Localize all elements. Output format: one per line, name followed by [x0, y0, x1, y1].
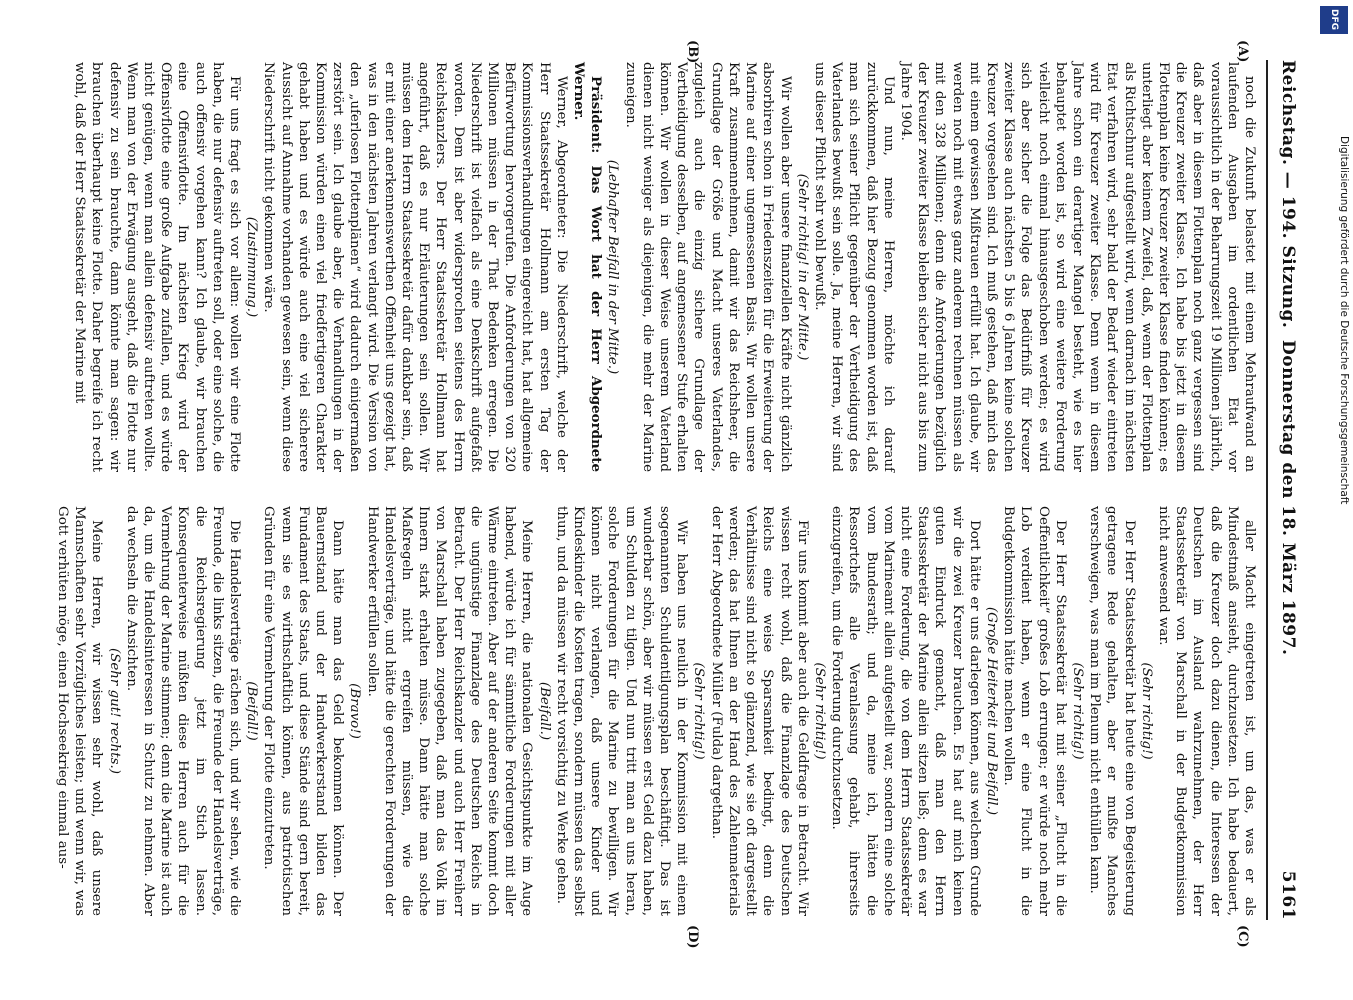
interjection: (Zustimmung.) — [244, 216, 260, 318]
funding-note: Digitalisierung gefördert durch die Deutsche Forschungsgemeinschaft — [1338, 135, 1350, 505]
paragraph: Wir haben uns neulich in der Kommission mit einem sogenannten Schuldentilgungsplan beschäftigt. Das ist wunderbar schön, aber wir müssen erst Geld dazu haben, um Schulden zu tilgen. Und nun tritt man an uns heran, solche Forderungen für die Marine zu bewilligen. Wir können nicht verlangen, daß unsere Kinder und Kindeskinder die Kosten tragen, sondern müssen das selbst thun, und da müssen wir recht vorsichtig zu Werke gehen. — [553, 506, 690, 916]
interjection: (Sehr gut! rechts.) — [106, 647, 122, 774]
paragraph: Die Handelsverträge rächen sich, und wir sehen, wie die Freunde, die links sitzen, die Freunde der Handelsverträge, die Reichsregierung jetzt im Stich lassen. Konsequenterweise müßten diese Herren auch für die Vermehrung der Marine stimmen; denn die Marine ist auch da, um die Handelsinteressen in Schutz zu nehmen. Aber da wechseln die Ansichten. — [123, 506, 243, 916]
interjection: (Beifall.) — [536, 681, 552, 741]
margin-marker-c: (C) — [1235, 925, 1250, 948]
paragraph: Und nun, meine Herren, möchte ich darauf zurückkommen, daß hier Bezug genommen worden ist, daß man sich seiner Pflicht gegenüber der Vertheidigung des Vaterlandes bewußt sein solle. Ja, meine Herren, wir sind uns dieser Pflicht sehr wohl bewußt. — [811, 62, 896, 472]
paragraph: Der Herr Staatssekretär hat mit seiner „Flucht in die Oeffentlichkeit“ großes Lob errungen; er würde noch mehr Lob verdient haben, wenn er eine Flucht in die Budgetkommission hätte machen wollen. — [1001, 506, 1068, 916]
header-left: Reichstag. — 194. Sitzung. — [1278, 60, 1298, 329]
interjection: (Sehr richtig!) — [811, 662, 827, 760]
digitization-footer — [1318, 0, 1350, 1000]
paragraph: Für uns fragt es sich vor allem: wollen wir eine Flotte haben, die nur defensiv auftreten soll, oder eine solche, die auch offensiv vorgehen kann? Ich glaube, wir brauchen eine Offensivflotte. Im nächsten Krieg wird der Offensivflotte eine große Aufgabe zufallen, und es würde nicht genügen, wenn man allein defensiv auftreten wollte. Wenn man von der Erwägung ausgeht, daß die Flotte nur defensiv zu sein brauchte, dann könnte man sagen: wir brauchen überhaupt keine Flotte. Daher begreife ich recht wohl, daß der Herr Staatssekretär der Marine mit — [72, 62, 243, 472]
paragraph: Dort hätte er uns darlegen können, aus welchem Grunde wir die zwei Kreuzer brauchen. Es hat auf mich keinen guten Eindruck gemacht, daß man den Herrn Staatssekretär der Marine allein sitzen ließ; denn es war nicht eine Forderung, die von dem Herrn Staatssekretär vom Marineamt allein aufgestellt war, sondern eine solche vom Bundesrath; und da, meine ich, hätten die Ressortchefs alle Veranlassung gehabt, ihrerseits einzugreifen, um die Forderung durchzusetzen. — [829, 506, 982, 916]
interjection: (Große Heiterkeit und Beifall.) — [983, 606, 999, 816]
paragraph: Werner, Abgeordneter: Die Niederschrift, welche der Herr Staatssekretär Hollmann am ersten Tag der Kommissionsverhandlungen eingereicht hat, hat allgemeine Befürwortung hervorgerufen. Die Anforderungen von 320 Millionen müssen in der That Bedenken erregen. Die Niederschrift ist vielfach als eine Denkschrift aufgefaßt worden. Dem ist aber widersprochen seitens des Herrn Reichskanzlers. Der Herr Staatssekretär Hollmann hat angeführt, daß es nur Erläuterungen sein sollen. Wir müssen dem Herrn Staatssekretär dafür dankbar sein, daß er mit einer anerkennenswerthen Offenheit uns gezeigt hat, was in den nächsten Jahren verlangt wird. Die Version von den „uferlosen Flottenplänen“ wird dadurch einigermaßen zerstört sein. Ich glaube aber, die Verhandlungen in der Kommission würden einen viel friedfertigeren Charakter gehabt haben und es würde auch eine viel sicherere Aussicht auf Annahme vorhanden gewesen sein, wenn diese Niederschrift nicht gekommen wäre. — [261, 62, 569, 472]
header-date: Donnerstag den 18. März 1897. — [1278, 340, 1298, 656]
margin-marker-a: (A) — [1235, 40, 1250, 63]
paragraph: Meine Herren, wir wissen sehr wohl, daß unsere Mannschaften sehr Vorzügliches leisten; und wenn wir, was Gott verhüten möge, einen Hochseekrieg einmal aus- — [54, 506, 105, 916]
page-header — [1272, 60, 1302, 920]
header-rule — [1266, 60, 1268, 920]
paragraph: Meine Herren, die nationalen Gesichtspunkte im Auge habend, würde ich für sämmtliche Forderungen mit aller Wärme eintreten. Aber auf der anderen Seite kommt doch die ungünstige Finanzlage des Deutschen Reichs in Betracht. Der Herr Reichskanzler und auch Herr Freiherr von Marschall haben zugegeben, daß man das Volk im Innern stark erhalten müsse. Dann hätte man solche Maßregeln nicht ergreifen müssen, wie die Handelsverträge, und hätte die gerechten Forderungen der Handwerker erfüllen sollen. — [364, 506, 535, 916]
margin-marker-b: (B) — [685, 40, 700, 64]
left-column — [71, 62, 1258, 472]
interjection: (Bravo!) — [347, 683, 363, 739]
paragraph: aller Macht eingetreten ist, um das, was er als Mindestmaß ansieht, durchzusetzen. Ich habe bedauert, daß die Kreuzer doch dazu dienen, die Interessen der Deutschen im Ausland wahrzunehmen, der Herr Staatssekretär von Marschall in der Budgetkommission nicht anwesend war. — [1155, 506, 1257, 916]
paragraph: Der Herr Staatssekretär hat heute eine von Begeisterung getragene Rede gehalten, aber er mußte Manches verschweigen, was man im Plenum nicht enthüllen kann. — [1087, 506, 1137, 916]
interjection: (Sehr richtig!) — [1138, 662, 1154, 760]
paragraph: noch die Zukunft belastet mit einem Mehraufwand an laufenden Ausgaben im ordentlichen Etat vor voraussichtlich in der Beharrungszeit 19 Millionen jährlich, daß aber in diesem Flottenplan noch ganz vergessen sind die Kreuzer zweiter Klasse. Ich habe bis jetzt in diesem Flottenplan keine Kreuzer zweiter Klasse finden können; es unterliegt aber keinem Zweifel, daß, wenn der Flottenplan als Richtschnur aufgestellt wird, wenn darnach im nächsten Etat verfahren wird, sehr bald der Bedarf wieder eintreten wird für Kreuzer zweiter Klasse. Denn wenn in diesem Jahre schon ein derartiger Mangel besteht, wie es hier behauptet worden ist, so wird eine weitere Forderung vielleicht noch einmal hinausgeschoben werden; es wird sich aber sicher die Folge das Bedürfniß für Kreuzer zweiter Klasse auch nächsten 5 bis 6 Jahren keine solchen Kreuzer vorgesehen sind. Ich muß gestehen, daß mich das mit einem gewissen Mißtrauen erfüllt hat. Ich glaube, wir werden noch mit etwas ganz anderem rechnen müssen als mit den 328 Millionen; denn die Anforderungen bezüglich der Kreuzer zweiter Klasse bleiben sicher nicht aus bis zum Jahre 1904. — [897, 62, 1257, 472]
paragraph: Für uns kommt aber auch die Geldfrage in Betracht. Wir wissen recht wohl, daß die Finanzlage des Deutschen Reichs eine weise Sparsamkeit bedingt, denn die Verhältnisse sind nicht so glänzend, wie sie oft dargestellt werden; das hat Ihnen an der Hand des Zahlenmaterials der Herr Abgeordnete Müller (Fulda) dargethan. — [708, 506, 810, 916]
right-column — [54, 506, 1258, 916]
interjection: (Sehr richtig! in der Mitte.) — [794, 173, 810, 361]
interjection: (Sehr richtig!) — [691, 662, 707, 760]
paragraph: Dann hätte man das Geld bekommen können. Der Bauernstand und der Handwerkerstand bilden das Fundament des Staats, und diese Stände sind gern bereit, wenn sie es wirthschaftlich können, aus patriotischen Gründen für eine Vermehrung der Flotte einzutreten. — [261, 506, 346, 916]
rotated-page — [10, 0, 1310, 1000]
page-number: 5161 — [1278, 870, 1298, 920]
dfg-logo: DFG — [1320, 6, 1348, 34]
interjection: (Sehr richtig!) — [1069, 662, 1085, 760]
paragraph: Wir wollen aber unsere finanziellen Kräfte nicht gänzlich absorbiren schon in Friedenszeiten für die Erweiterung der Marine auf einer ungemessenen Basis. Wir wollen unsere Kraft zusammennehmen, damit wir das Reichsheer, die Grundlage der Größe und Macht unseres Vaterlandes, zugleich auch die einzig sichere Grundlage der Vertheidigung desselben, auf angemessener Stufe erhalten können. Wir wollen in dieser Weise unserem Vaterland dienen nicht weniger als diejenigen, die mehr der Marine zuneigen. — [622, 62, 793, 472]
interjection: (Beifall!) — [244, 681, 260, 741]
president-remark: Präsident: Das Wort hat der Herr Abgeordnete Werner. — [571, 62, 605, 472]
interjection: (Lebhafter Beifall in der Mitte.) — [605, 159, 621, 375]
margin-marker-d: (D) — [685, 925, 700, 949]
